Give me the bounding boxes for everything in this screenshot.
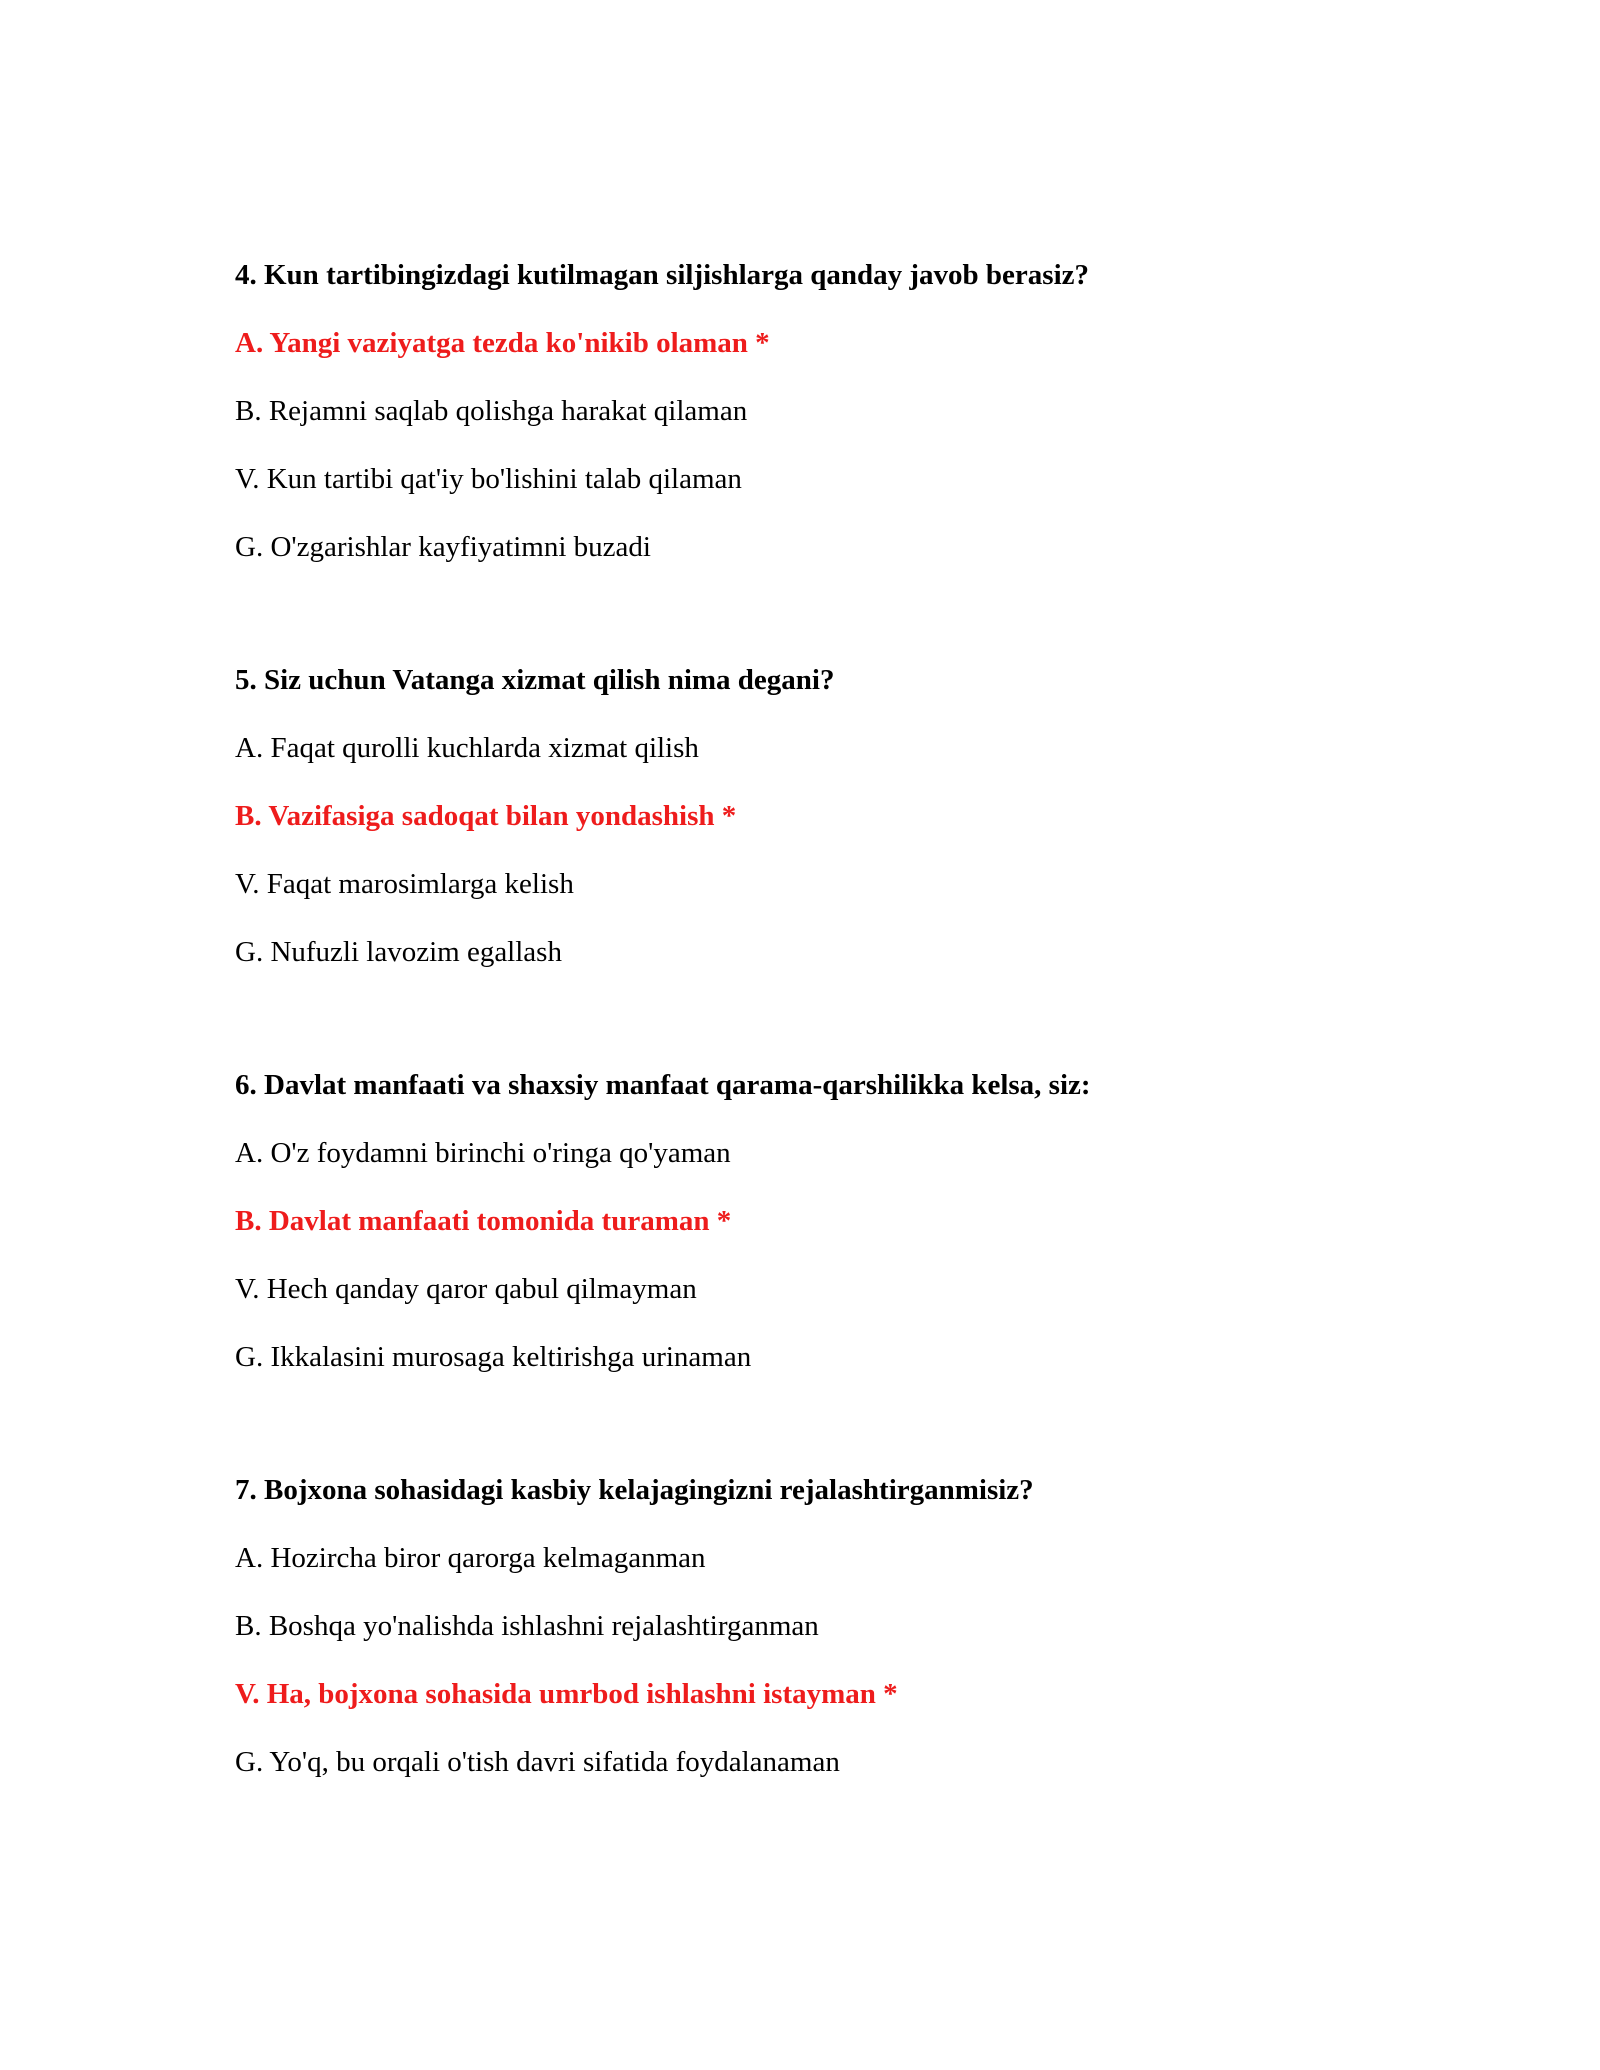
option-b-correct: B. Davlat manfaati tomonida turaman * [235, 1205, 732, 1237]
option-b: B. Rejamni saqlab qolishga harakat qilaman [235, 395, 748, 427]
option-v: V. Hech qanday qaror qabul qilmayman [235, 1273, 697, 1305]
option-v: V. Faqat marosimlarga kelish [235, 868, 574, 900]
option-g: G. O'zgarishlar kayfiyatimni buzadi [235, 531, 651, 563]
question-7 [235, 1470, 1435, 1782]
option-g: G. Ikkalasini murosaga keltirishga urinaman [235, 1341, 752, 1373]
option-v: V. Kun tartibi qat'iy bo'lishini talab qilaman [235, 463, 742, 495]
question-6 [235, 1065, 1435, 1377]
option-a-correct: A. Yangi vaziyatga tezda ko'nikib olaman * [235, 327, 770, 359]
question-5 [235, 660, 1435, 972]
question-title: 6. Davlat manfaati va shaxsiy manfaat qarama-qarshilikka kelsa, siz: [235, 1069, 1091, 1101]
question-title: 5. Siz uchun Vatanga xizmat qilish nima degani? [235, 664, 835, 696]
option-a: A. O'z foydamni birinchi o'ringa qo'yaman [235, 1137, 731, 1169]
question-title: 4. Kun tartibingizdagi kutilmagan siljishlarga qanday javob berasiz? [235, 259, 1090, 291]
question-4 [235, 255, 1435, 567]
option-g: G. Yo'q, bu orqali o'tish davri sifatida foydalanaman [235, 1746, 840, 1778]
option-a: A. Hozircha biror qarorga kelmaganman [235, 1542, 706, 1574]
option-a: A. Faqat qurolli kuchlarda xizmat qilish [235, 732, 699, 764]
option-v-correct: V. Ha, bojxona sohasida umrbod ishlashni istayman * [235, 1678, 898, 1710]
question-title: 7. Bojxona sohasidagi kasbiy kelajagingizni rejalashtirganmisiz? [235, 1474, 1034, 1506]
option-b-correct: B. Vazifasiga sadoqat bilan yondashish * [235, 800, 737, 832]
option-g: G. Nufuzli lavozim egallash [235, 936, 562, 968]
option-b: B. Boshqa yo'nalishda ishlashni rejalashtirganman [235, 1610, 819, 1642]
